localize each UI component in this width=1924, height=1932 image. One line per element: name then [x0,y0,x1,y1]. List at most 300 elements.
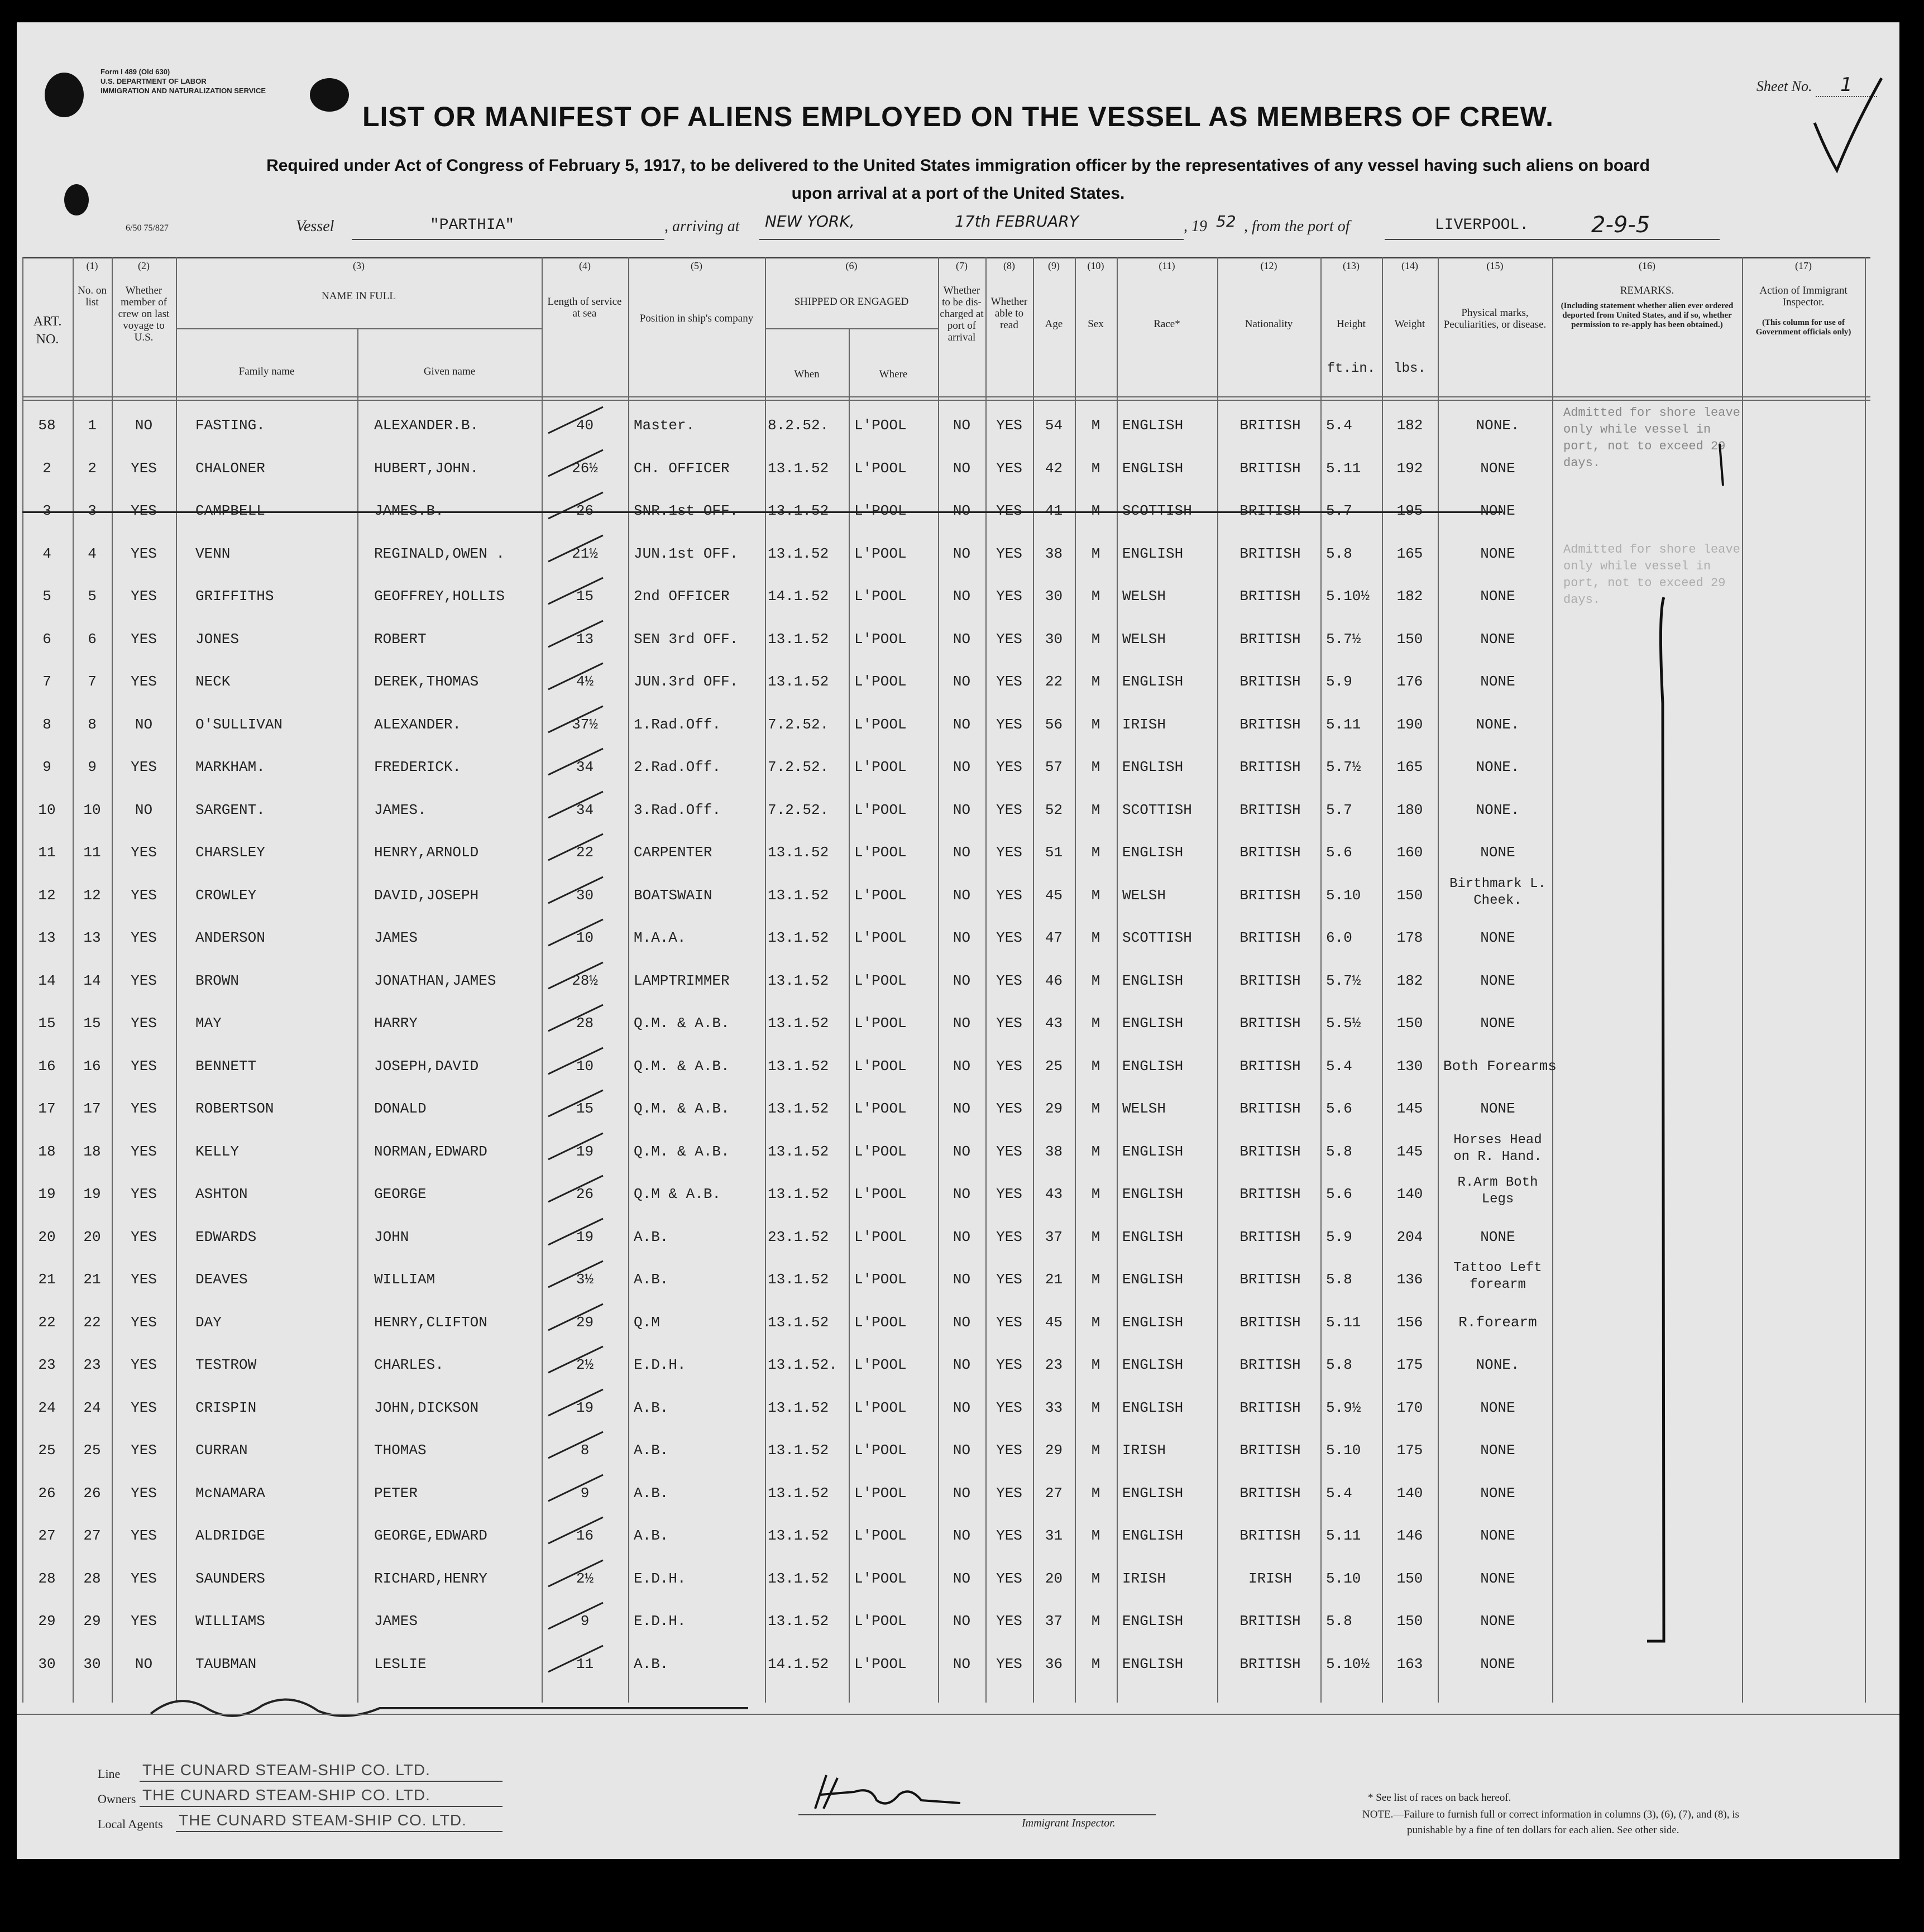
cell-position: A.B. [634,1527,669,1544]
cell-no: 19 [83,1186,101,1202]
cell-given: HENRY,ARNOLD [374,844,479,861]
cell-position: BOATSWAIN [634,886,712,904]
cell-where: L'POOL [854,1613,907,1629]
arriving-port: NEW YORK, [765,212,855,231]
cell-sex: M [1091,1527,1100,1544]
check-slash-icon [542,1427,609,1461]
cell-sex: M [1091,1356,1100,1373]
cell-weight: 165 [1396,545,1423,562]
cell-race: ENGLISH [1122,417,1184,434]
cell-disch: NO [953,1527,971,1544]
cell-when: 13.1.52 [768,1399,829,1416]
col-num: (1) [86,260,98,271]
cell-where: L'POOL [854,801,907,818]
form-number: Form I 489 (Old 630) [100,68,170,76]
cell-weight: 195 [1396,502,1423,519]
cell-height: 5.7½ [1326,972,1361,989]
cell-race: ENGLISH [1122,759,1184,775]
header-when: When [794,368,820,380]
cell-read: YES [996,1613,1022,1629]
cell-sex: M [1091,844,1100,861]
cell-sex: M [1091,545,1100,562]
cell-nat: BRITISH [1239,1527,1301,1544]
cell-where: L'POOL [854,1228,907,1245]
cell-nat: BRITISH [1239,1271,1301,1288]
cell-art: 26 [38,1484,56,1502]
cell-when: 13.1.52 [768,1613,829,1629]
check-slash-icon [542,402,609,436]
cell-member: NO [135,1655,153,1672]
cell-race: ENGLISH [1122,1484,1184,1502]
cell-art: 28 [38,1570,56,1587]
cell-position: Q.M. & A.B. [634,1015,730,1032]
cell-when: 13.1.52 [768,459,829,477]
cell-position: Q.M. & A.B. [634,1057,730,1075]
cell-art: 17 [38,1100,56,1117]
cell-age: 37 [1045,1613,1063,1629]
cell-nat: BRITISH [1239,630,1301,648]
col-num: (10) [1087,260,1104,271]
cell-family: GRIFFITHS [195,588,274,605]
cell-age: 57 [1045,759,1063,775]
cell-height: 5.7 [1326,801,1352,818]
cell-member: YES [131,844,157,861]
cell-height: 5.10½ [1326,588,1370,605]
cell-disch: NO [953,844,971,861]
cell-given: HENRY,CLIFTON [374,1313,487,1331]
table-row [22,917,1870,958]
cell-marks: NONE [1480,1613,1515,1629]
header-race: Race* [1154,318,1180,330]
cell-when: 13.1.52 [768,1570,829,1587]
subtitle-line-1: Required under Act of Congress of February 5, 1917, to be delivered to the United States immigration officer by the representatives of any vessel having such aliens on board [266,156,1650,175]
cell-nat: BRITISH [1239,545,1301,562]
cell-disch: NO [953,1186,971,1202]
cell-nat: BRITISH [1239,1228,1301,1245]
cell-marks: NONE [1480,929,1515,946]
cell-weight: 156 [1396,1313,1423,1331]
cell-read: YES [996,1271,1022,1288]
cell-nat: BRITISH [1239,844,1301,861]
cell-when: 8.2.52. [768,417,829,434]
cell-length: 40 [576,417,594,434]
cell-length: 11 [576,1655,594,1672]
cell-weight: 178 [1396,929,1423,946]
table-row [22,832,1870,873]
cell-position: SEN 3rd OFF. [634,630,739,648]
cell-when: 13.1.52 [768,844,829,861]
cell-when: 13.1.52 [768,1442,829,1459]
cell-disch: NO [953,1442,971,1459]
cell-age: 27 [1045,1484,1063,1502]
cell-member: YES [131,759,157,775]
cell-weight: 182 [1396,972,1423,989]
cell-height: 5.4 [1326,1484,1352,1502]
check-slash-icon [542,1470,609,1504]
cell-art: 4 [42,545,51,562]
sheet-number-value: 1 [1816,74,1877,97]
cell-height: 5.11 [1326,1527,1361,1544]
cell-race: SCOTTISH [1122,801,1192,818]
cell-member: YES [131,1271,157,1288]
cell-nat: BRITISH [1239,1613,1301,1629]
remarks-stamp-faded: Admitted for shore leave only while vessel in port, not to exceed 29 days. [1563,543,1740,607]
cell-sex: M [1091,972,1100,989]
cell-height: 5.6 [1326,1100,1352,1117]
inspector-signature [804,1770,971,1820]
cell-age: 21 [1045,1271,1063,1288]
cell-read: YES [996,1057,1022,1075]
check-slash-icon [542,958,609,991]
line-value: THE CUNARD STEAM-SHIP CO. LTD. [142,1761,430,1778]
cell-family: ASHTON [195,1186,248,1202]
print-code: 6/50 75/827 [126,223,169,233]
header-sex: Sex [1088,318,1104,330]
cell-disch: NO [953,1271,971,1288]
vessel-label: Vessel [296,218,334,235]
cell-race: ENGLISH [1122,1271,1184,1288]
vessel-line [17,212,1899,246]
cell-marks: NONE [1480,502,1515,519]
cell-family: SARGENT. [195,801,265,818]
year-suffix: 52 [1216,212,1236,231]
cell-length: 9 [580,1613,590,1629]
footnote-penalty: punishable by a fine of ten dollars for each alien. See other side. [1407,1824,1679,1836]
cell-position: Q.M & A.B. [634,1186,721,1202]
cell-height: 5.6 [1326,844,1352,861]
cell-age: 25 [1045,1057,1063,1075]
cell-art: 15 [38,1015,56,1032]
cell-sex: M [1091,1271,1100,1288]
col-num: (5) [691,260,702,271]
header-remarks: REMARKS. [1620,285,1674,296]
cell-weight: 175 [1396,1356,1423,1373]
cell-disch: NO [953,588,971,605]
cell-when: 13.1.52 [768,630,829,648]
cell-no: 14 [83,972,101,989]
cell-given: CHARLES. [374,1356,444,1373]
cell-nat: BRITISH [1239,1057,1301,1075]
cell-weight: 145 [1396,1100,1423,1117]
cell-given: ALEXANDER. [374,716,462,733]
cell-position: Master. [634,417,695,434]
cell-nat: BRITISH [1239,588,1301,605]
cell-age: 36 [1045,1655,1063,1672]
cell-read: YES [996,844,1022,861]
table-row [22,490,1870,531]
cell-length: 37½ [572,716,598,733]
col-num: (9) [1048,260,1060,271]
cell-race: IRISH [1122,1570,1166,1587]
check-slash-icon [542,1129,609,1162]
cell-height: 5.10 [1326,1442,1361,1459]
cell-member: YES [131,1313,157,1331]
cell-age: 23 [1045,1356,1063,1373]
cell-length: 16 [576,1527,594,1544]
cell-when: 13.1.52 [768,1015,829,1032]
cell-family: TAUBMAN [195,1655,257,1672]
cell-disch: NO [953,1356,971,1373]
cell-given: JAMES [374,1613,418,1629]
cell-marks: NONE [1480,459,1515,477]
cell-race: ENGLISH [1122,1527,1184,1544]
cell-marks: NONE [1480,1527,1515,1544]
cell-no: 26 [83,1484,101,1502]
header-where: Where [879,368,908,380]
cell-art: 14 [38,972,56,989]
cell-weight: 150 [1396,630,1423,648]
arrival-date: 17th FEBRUARY [955,212,1079,231]
cell-read: YES [996,588,1022,605]
cell-given: THOMAS [374,1442,427,1459]
cell-nat: BRITISH [1239,759,1301,775]
cell-where: L'POOL [854,673,907,690]
cell-disch: NO [953,545,971,562]
cell-height: 5.7 [1326,502,1352,519]
cell-length: 19 [576,1143,594,1160]
cell-no: 9 [88,759,97,775]
table-row [22,1600,1870,1642]
cell-art: 3 [42,502,51,519]
cell-nat: IRISH [1248,1570,1292,1587]
cell-when: 13.1.52 [768,545,829,562]
check-slash-icon [542,830,609,863]
cell-height: 5.4 [1326,417,1352,434]
col-num: (13) [1343,260,1360,271]
cell-given: JOHN,DICKSON [374,1399,479,1416]
punch-hole [64,184,89,215]
cell-marks: NONE. [1476,417,1520,434]
cell-age: 38 [1045,1143,1063,1160]
cell-height: 5.11 [1326,1313,1361,1331]
cell-nat: BRITISH [1239,1100,1301,1117]
cell-race: ENGLISH [1122,972,1184,989]
cell-position: 1.Rad.Off. [634,716,721,733]
cell-age: 46 [1045,972,1063,989]
end-scribble-icon [145,1691,759,1730]
cell-length: 9 [580,1484,590,1502]
cell-height: 6.0 [1326,929,1352,946]
cell-race: SCOTTISH [1122,502,1192,519]
cell-race: WELSH [1122,886,1166,904]
cell-marks: NONE [1480,630,1515,648]
cell-weight: 160 [1396,844,1423,861]
header-discharged: Whether to be dis- charged at port of arrival [940,285,984,343]
cell-race: ENGLISH [1122,1356,1184,1373]
table-row [22,661,1870,702]
cell-where: L'POOL [854,844,907,861]
header-given-name: Given name [423,366,476,377]
check-slash-icon [542,659,609,692]
cell-sex: M [1091,673,1100,690]
cell-race: ENGLISH [1122,1313,1184,1331]
cell-sex: M [1091,1442,1100,1459]
cell-race: IRISH [1122,1442,1166,1459]
cell-height: 5.7½ [1326,759,1361,775]
header-able-read: Whether able to read [990,296,1028,331]
check-slash-icon [542,1000,609,1034]
cell-length: 34 [576,759,594,775]
cell-marks: Tattoo Left forearm [1453,1260,1542,1292]
cell-position: LAMPTRIMMER [634,972,730,989]
check-slash-icon [542,1556,609,1589]
cell-when: 13.1.52 [768,1313,829,1331]
check-slash-icon [542,1598,609,1632]
cell-read: YES [996,673,1022,690]
table-row [22,1259,1870,1300]
cell-weight: 182 [1396,417,1423,434]
cell-sex: M [1091,417,1100,434]
cell-race: ENGLISH [1122,459,1184,477]
cell-no: 11 [83,844,101,861]
cell-age: 29 [1045,1100,1063,1117]
header-name: NAME IN FULL [322,290,396,302]
cell-member: YES [131,1186,157,1202]
cell-where: L'POOL [854,929,907,946]
check-slash-icon [542,488,609,521]
cell-read: YES [996,417,1022,434]
cell-where: L'POOL [854,759,907,775]
cell-member: YES [131,545,157,562]
cell-art: 11 [38,844,56,861]
cell-no: 2 [88,459,97,477]
cell-position: A.B. [634,1484,669,1502]
col-num: (7) [956,260,968,271]
arriving-label: , arriving at [664,218,740,235]
cell-no: 18 [83,1143,101,1160]
line-label: Line [98,1767,121,1781]
cell-nat: BRITISH [1239,716,1301,733]
cell-height: 5.9½ [1326,1399,1361,1416]
cell-given: DONALD [374,1100,427,1117]
cell-sex: M [1091,1313,1100,1331]
cell-given: JAMES. [374,801,427,818]
cell-member: YES [131,972,157,989]
check-slash-icon [542,1342,609,1375]
cell-disch: NO [953,1313,971,1331]
cell-no: 29 [83,1613,101,1629]
cell-marks: NONE [1480,1015,1515,1032]
cell-when: 13.1.52 [768,886,829,904]
cell-position: 2nd OFFICER [634,588,730,605]
cell-member: YES [131,1570,157,1587]
cell-read: YES [996,1313,1022,1331]
cell-position: 2.Rad.Off. [634,759,721,775]
cell-where: L'POOL [854,1271,907,1288]
cell-disch: NO [953,886,971,904]
cell-age: 43 [1045,1015,1063,1032]
cell-race: WELSH [1122,630,1166,648]
cell-weight: 165 [1396,759,1423,775]
cell-member: YES [131,1356,157,1373]
cell-family: ANDERSON [195,929,265,946]
cell-length: 10 [576,929,594,946]
cell-family: DAY [195,1313,222,1331]
cell-position: E.D.H. [634,1356,686,1373]
cell-age: 38 [1045,545,1063,562]
cell-family: ALDRIDGE [195,1527,265,1544]
cell-given: WILLIAM [374,1271,435,1288]
cell-where: L'POOL [854,1399,907,1416]
cell-race: SCOTTISH [1122,929,1192,946]
check-slash-icon [542,573,609,607]
cell-nat: BRITISH [1239,972,1301,989]
cell-marks: NONE. [1476,1356,1520,1373]
cell-race: ENGLISH [1122,1186,1184,1202]
vessel-name: "PARTHIA" [430,217,515,234]
cell-race: ENGLISH [1122,1399,1184,1416]
cell-marks: NONE [1480,545,1515,562]
cell-weight: 204 [1396,1228,1423,1245]
cell-when: 13.1.52 [768,502,829,519]
cell-age: 30 [1045,588,1063,605]
cell-age: 33 [1045,1399,1063,1416]
cell-family: CURRAN [195,1442,248,1459]
cell-weight: 130 [1396,1057,1423,1075]
cell-position: 3.Rad.Off. [634,801,721,818]
cell-member: YES [131,1100,157,1117]
cell-when: 13.1.52 [768,1100,829,1117]
cell-read: YES [996,545,1022,562]
cell-age: 37 [1045,1228,1063,1245]
cell-nat: BRITISH [1239,1015,1301,1032]
cell-height: 5.10 [1326,1570,1361,1587]
cell-disch: NO [953,502,971,519]
cell-no: 10 [83,801,101,818]
header-action: Action of Immigrant Inspector. [1759,285,1848,308]
cell-race: ENGLISH [1122,1613,1184,1629]
owners-label: Owners [98,1792,136,1806]
cell-given: LESLIE [374,1655,427,1672]
cell-no: 5 [88,588,97,605]
header-no-on-list: No. on list [78,285,107,308]
cell-length: 15 [576,588,594,605]
cell-length: 26½ [572,459,598,477]
col-num: (17) [1795,260,1812,271]
cell-family: WILLIAMS [195,1613,265,1629]
cell-marks: NONE [1480,588,1515,605]
cell-family: BROWN [195,972,240,989]
cell-height: 5.9 [1326,673,1352,690]
cell-marks: NONE [1480,1228,1515,1245]
cell-height: 5.8 [1326,1356,1352,1373]
cell-where: L'POOL [854,1356,907,1373]
cell-weight: 136 [1396,1271,1423,1288]
cell-where: L'POOL [854,1186,907,1202]
cell-where: L'POOL [854,1015,907,1032]
cell-disch: NO [953,1399,971,1416]
cell-family: MARKHAM. [195,759,265,775]
check-slash-icon [542,445,609,479]
cell-no: 23 [83,1356,101,1373]
cell-member: YES [131,1228,157,1245]
cell-height: 5.5½ [1326,1015,1361,1032]
cell-disch: NO [953,1228,971,1245]
cell-no: 25 [83,1442,101,1459]
col-num: (6) [845,260,858,271]
table-row [22,704,1870,745]
cell-height: 5.8 [1326,545,1352,562]
cell-member: YES [131,1399,157,1416]
cell-marks: NONE [1480,1399,1515,1416]
cell-nat: BRITISH [1239,929,1301,946]
cell-disch: NO [953,1143,971,1160]
cell-family: CROWLEY [195,886,257,904]
cell-weight: 140 [1396,1484,1423,1502]
cell-where: L'POOL [854,1313,907,1331]
owners-value: THE CUNARD STEAM-SHIP CO. LTD. [142,1786,430,1804]
header-length: Length of service at sea [547,296,622,319]
